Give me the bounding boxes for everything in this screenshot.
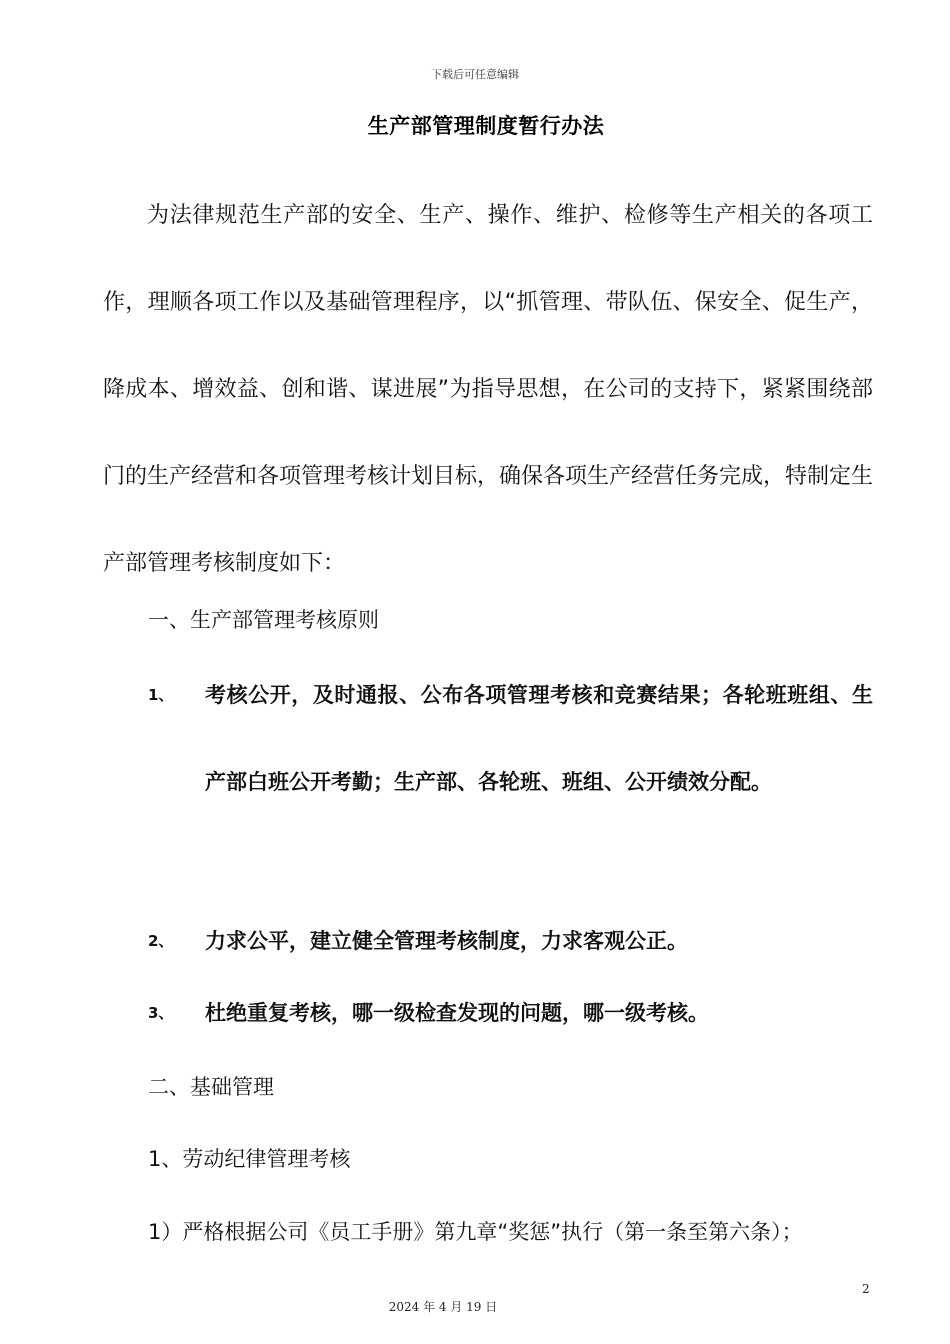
principle-item-1 xyxy=(148,680,873,826)
intro-text: 为法律规范生产部的安全、生产、操作、维护、检修等生产相关的各项工作，理顺各项工作以及基础管理程序，以“抓管理、带队伍、保安全、促生产，降成本、增效益、创和谐、谋进展”为指导思想，在公司的支持下，紧紧围绕部门的生产经营和各项管理考核计划目标，确保各项生产经营任务完成，特制定生产部管理考核制度如下： xyxy=(103,203,874,576)
header-note: 下载后可任意编辑 xyxy=(431,68,519,81)
principle-item-2-text: 力求公平，建立健全管理考核制度，力求客观公正。 xyxy=(205,929,688,953)
principle-item-2-number: 2、 xyxy=(148,932,174,950)
section2-paragraph-1: 1）严格根据公司《员工手册》第九章“奖惩”执行（第一条至第六条）； xyxy=(148,1220,803,1244)
section2-heading: 二、基础管理 xyxy=(148,1075,274,1099)
section1-heading: 一、生产部管理考核原则 xyxy=(148,608,379,632)
document-title: 生产部管理制度暂行办法 xyxy=(367,114,605,138)
principle-item-3-text: 杜绝重复考核，哪一级检查发现的问题，哪一级考核。 xyxy=(205,1001,709,1025)
page-number: 2 xyxy=(862,1282,870,1296)
principle-item-1-text: 考核公开，及时通报、公布各项管理考核和竞赛结果；各轮班班组、生产部白班公开考勤；生产部、各轮班、班组、公开绩效分配。 xyxy=(205,683,873,794)
section2-subheading: 1、劳动纪律管理考核 xyxy=(148,1147,351,1171)
intro-paragraph xyxy=(103,172,873,607)
principle-item-3-number: 3、 xyxy=(148,1004,174,1022)
principle-item-3 xyxy=(148,998,873,1057)
footer-date: 2024 年 4 月 19 日 xyxy=(388,1300,498,1314)
principle-item-1-number: 1、 xyxy=(148,686,174,704)
